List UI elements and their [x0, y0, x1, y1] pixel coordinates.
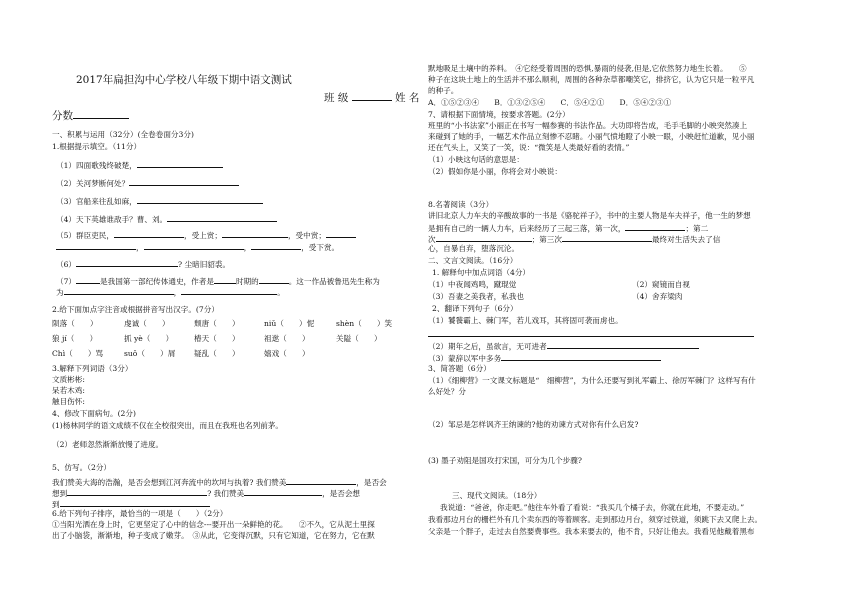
w1-item-3: （3）吾妻之美我者，私我也 [428, 292, 524, 301]
blank[interactable] [326, 229, 356, 238]
blank[interactable] [436, 233, 532, 242]
blank[interactable] [114, 229, 184, 238]
pinyin-cell[interactable]: 狼 jí（ ） [52, 334, 98, 343]
pinyin-cell[interactable]: 抓 yè（ ） [124, 334, 174, 343]
pinyin-cell[interactable]: suǒ（ ）屑 [124, 349, 176, 358]
blank[interactable] [167, 213, 277, 222]
score-line [52, 110, 129, 121]
blank[interactable] [222, 229, 288, 238]
q4-heading: 4、修改下面病句。(2分) [52, 409, 136, 418]
q7-text-1: 班里的“小书法家”小丽正在书写一幅参赛的书法作品。大功即将告成，毛手毛脚的小映突然凑上 [428, 121, 748, 130]
blank[interactable] [56, 241, 136, 250]
w3-heading: 3、简答题（6分） [428, 364, 491, 373]
pinyin-cell[interactable]: niǔ（ ）怩 [264, 319, 315, 328]
blank[interactable] [181, 286, 277, 295]
q7-item-1: （1）小映这句话的意思是： [428, 155, 524, 164]
blank[interactable] [259, 275, 289, 284]
blank[interactable] [64, 286, 174, 295]
blank[interactable] [286, 476, 356, 485]
q6-heading: 6.给下列句子排序，最恰当的一项是（ ）（2分） [52, 509, 228, 518]
q5-line-1: 我们赞美大海的浩瀚，是否会想到江河奔流中的坎坷与执着? 我们赞美 ，是否会 [52, 478, 387, 487]
pinyin-cell[interactable]: 颓唐（ ） [194, 319, 240, 328]
q1-item-2: （2）关河梦断何处？ [56, 177, 239, 189]
q4-item-1: (1)杨林同学的语文成绩不仅在全校很突出，而且在我班也名列前茅。 [52, 421, 283, 430]
pinyin-cell[interactable]: Chì（ ）骂 [52, 349, 104, 358]
w3-item-3: (3) 墨子劝阻是国攻打宋国，可分为几个步骤? [428, 456, 582, 465]
pinyin-cell[interactable]: 祖逖（ ） [264, 334, 310, 343]
q8-text-3: 次 ；第三次 最终对生活失去了信 [428, 235, 721, 244]
blank[interactable] [144, 241, 244, 250]
blank[interactable] [251, 241, 301, 250]
q6-options[interactable]: A．①⑤②③④ B．①③②⑤④ C．⑤④②① D．⑤④②③① [428, 98, 672, 107]
section-2-heading: 二、文言文阅读。（16分） [428, 256, 518, 265]
w2-item-1: （1）饕餮霸上、棘门军，若儿戏耳，其将固可袭而虏也。 [428, 316, 623, 325]
q2-heading: 2.给下面加点字注音或根据拼音写出汉字。(7分） [52, 305, 219, 314]
pinyin-cell[interactable]: 疑乱（ ） [194, 349, 240, 358]
blank[interactable] [137, 159, 223, 168]
q1-item-3: （3）官船来往乱如麻， [56, 195, 263, 207]
q6-text-5: 的种子。 [428, 86, 459, 95]
blank[interactable] [129, 177, 239, 186]
q3-item-2: 呆若木鸡: [52, 386, 85, 395]
w3-item-1: （1）《细柳营》一文课文标题是“ 细柳营”，为什么还要写到礼军霸上、徐厉军棘门？这样写有什 [428, 376, 756, 385]
q5-line-2: 想到 ? 我们赞美 ，是否会想 [52, 489, 361, 498]
modern-text-2: 我看那边月台的栅栏外有几个卖东西的等着顾客。走到那边月台，须穿过铁道，须跳下去又爬上去。 [428, 515, 763, 524]
q3-item-1: 文质彬彬: [52, 375, 85, 384]
answer-line[interactable] [428, 328, 754, 337]
w1-item-2: （2）窥镜而自视 [632, 280, 690, 289]
score-blank[interactable] [73, 110, 129, 119]
w1-item-1: （1）中夜闻鸡鸣，蹴琨觉 [428, 280, 517, 289]
pinyin-cell[interactable]: 虔诚（ ） [124, 319, 170, 328]
q1-item-6: （6） ? 尘暗旧貂裘。 [56, 260, 231, 269]
q8-text-2: 是拥有自己的一辆人力车，后来经历了三起三落，第一次， ；第二 [428, 224, 709, 233]
q1-item-7: （7） 是我国第一部纪传体通史，作者是 时期的 。这一作品被鲁迅先生称为 [56, 277, 380, 286]
blank[interactable] [244, 487, 322, 496]
q1-item-7-cont: 为 ， 。 [56, 288, 285, 297]
q1-item-1: （1）四面歌残终破楚， [56, 159, 223, 171]
name-label: 姓 名 [395, 92, 420, 104]
w3-item-2: （2）邹忌是怎样讽齐王纳谏的?他的劝谏方式对你有什么启发? [428, 420, 639, 429]
q5-heading: 5、仿写。（2分） [52, 463, 112, 472]
q1-heading: 1.根据提示填空。（11分） [52, 142, 142, 151]
modern-text-1: 我说道：“爸爸，你走吧。”他往车外看了看说：“我买几个橘子去，你就在此地，不要走动。” [440, 503, 745, 512]
section-3-heading: 三、现代文阅读。（18分） [452, 491, 542, 500]
w2-item-2: （2）期年之后，虽欲言，无可进者 [428, 340, 699, 352]
pinyin-cell[interactable]: 陨落（ ） [52, 319, 98, 328]
blank[interactable] [625, 222, 685, 231]
w2-item-3: （3）蒙辞以军中多务 [428, 352, 661, 364]
q5-line-3: 到 [52, 498, 210, 510]
w2-heading: 2、翻译下列句子（6分） [432, 304, 518, 313]
q1-item-4: （4）天下英雄谁敌手？曹、刘。 [56, 213, 277, 225]
q1-item-5: （5）群臣吏民， ，受上赏； ，受中赏； [56, 229, 356, 241]
q4-item-2: （2）老师忽然渐渐放慢了进度。 [52, 440, 164, 449]
class-blank[interactable] [352, 92, 392, 101]
q7-item-2: （2）假如你是小丽，你将会对小映说： [428, 167, 562, 176]
blank[interactable] [76, 258, 178, 267]
q6-text-1: ①当阳光洒在身上时，它更坚定了心中的信念---要开出一朵鲜艳的花。 ②不久，它从泥土里探 [52, 520, 375, 529]
blank[interactable] [67, 487, 207, 496]
blank[interactable] [76, 275, 100, 284]
modern-text-3: 父亲是一个胖子，走过去自然要费事些。我本来要去的，他不肯，只好让他去。我看见他戴着黑布 [428, 527, 755, 536]
class-label: 班 级 [324, 92, 349, 104]
q6-text-4: 种子在这块土地上的生活并不那么顺利，周围的各种杂草都嘲笑它，排挤它，认为它只是一粒平凡 [428, 75, 755, 84]
q8-text-1: 讲旧北京人力车夫的辛酸故事的一书是《骆驼祥子》，书中的主要人物是车夫祥子，他一生的梦想 [428, 211, 751, 220]
q3-heading: 3.解释下列词语（3分） [52, 364, 133, 373]
section-1-heading: 一、积累与运用（32分）(全卷卷面分3分) [52, 130, 194, 139]
q1-item-5-cont: ， ， ，受下赏。 [56, 241, 339, 253]
q8-text-4: 心，自暴自弃，堕落沉沦。 [428, 244, 520, 253]
w2-answer-1 [428, 328, 754, 340]
pinyin-cell[interactable]: 关隘（ ） [336, 334, 382, 343]
exam-title: 2017年扁担沟中心学校八年级下期中语文测试 [76, 74, 292, 86]
q7-heading: 7、请根据下面情境，按要求答题。(2分） [428, 110, 570, 119]
student-info [324, 92, 419, 103]
blank[interactable] [214, 275, 236, 284]
q3-item-3: 触目伤怀: [52, 397, 85, 406]
blank[interactable] [60, 498, 210, 507]
w1-heading: 1. 解释句中加点词语（4分） [432, 268, 531, 277]
blank[interactable] [137, 195, 263, 204]
q6-text-3: 默地吸足土壤中的养料。 ④它经受着周围的恐惧,暴雨的侵袭,但是,它依然努力地生长着。 ⑤ [428, 64, 747, 73]
w3-item-1-cont: 么好处？分 [428, 387, 466, 396]
blank[interactable] [562, 233, 652, 242]
pinyin-cell[interactable]: 椿天（ ） [194, 334, 240, 343]
answer-line[interactable] [501, 352, 661, 361]
q7-text-3: 还在气头上，又笑了一笑，说：“微笑是人类最好看的表情。” [428, 143, 630, 152]
q8-heading: 8.名著阅读（3分） [428, 200, 494, 209]
pinyin-cell[interactable]: shèn（ ）笑 [336, 319, 393, 328]
q7-text-2: 来碰到了她的手，一幅艺术作品立刻惨不忍睹。小丽气愤地瞪了小映一眼，小映赶忙道歉，见小丽 [428, 132, 755, 141]
pinyin-cell[interactable]: 嬉戏（ ） [264, 349, 310, 358]
q6-text-2: 出了小脑袋，渐渐地，种子变成了嫩芽。 ③从此，它变得沉默，只有它知道，它在努力，它在默 [52, 531, 375, 540]
score-label: 分数 [52, 110, 73, 122]
w1-item-4: （4）舍弃梁肉 [632, 292, 683, 301]
answer-line[interactable] [547, 340, 699, 349]
